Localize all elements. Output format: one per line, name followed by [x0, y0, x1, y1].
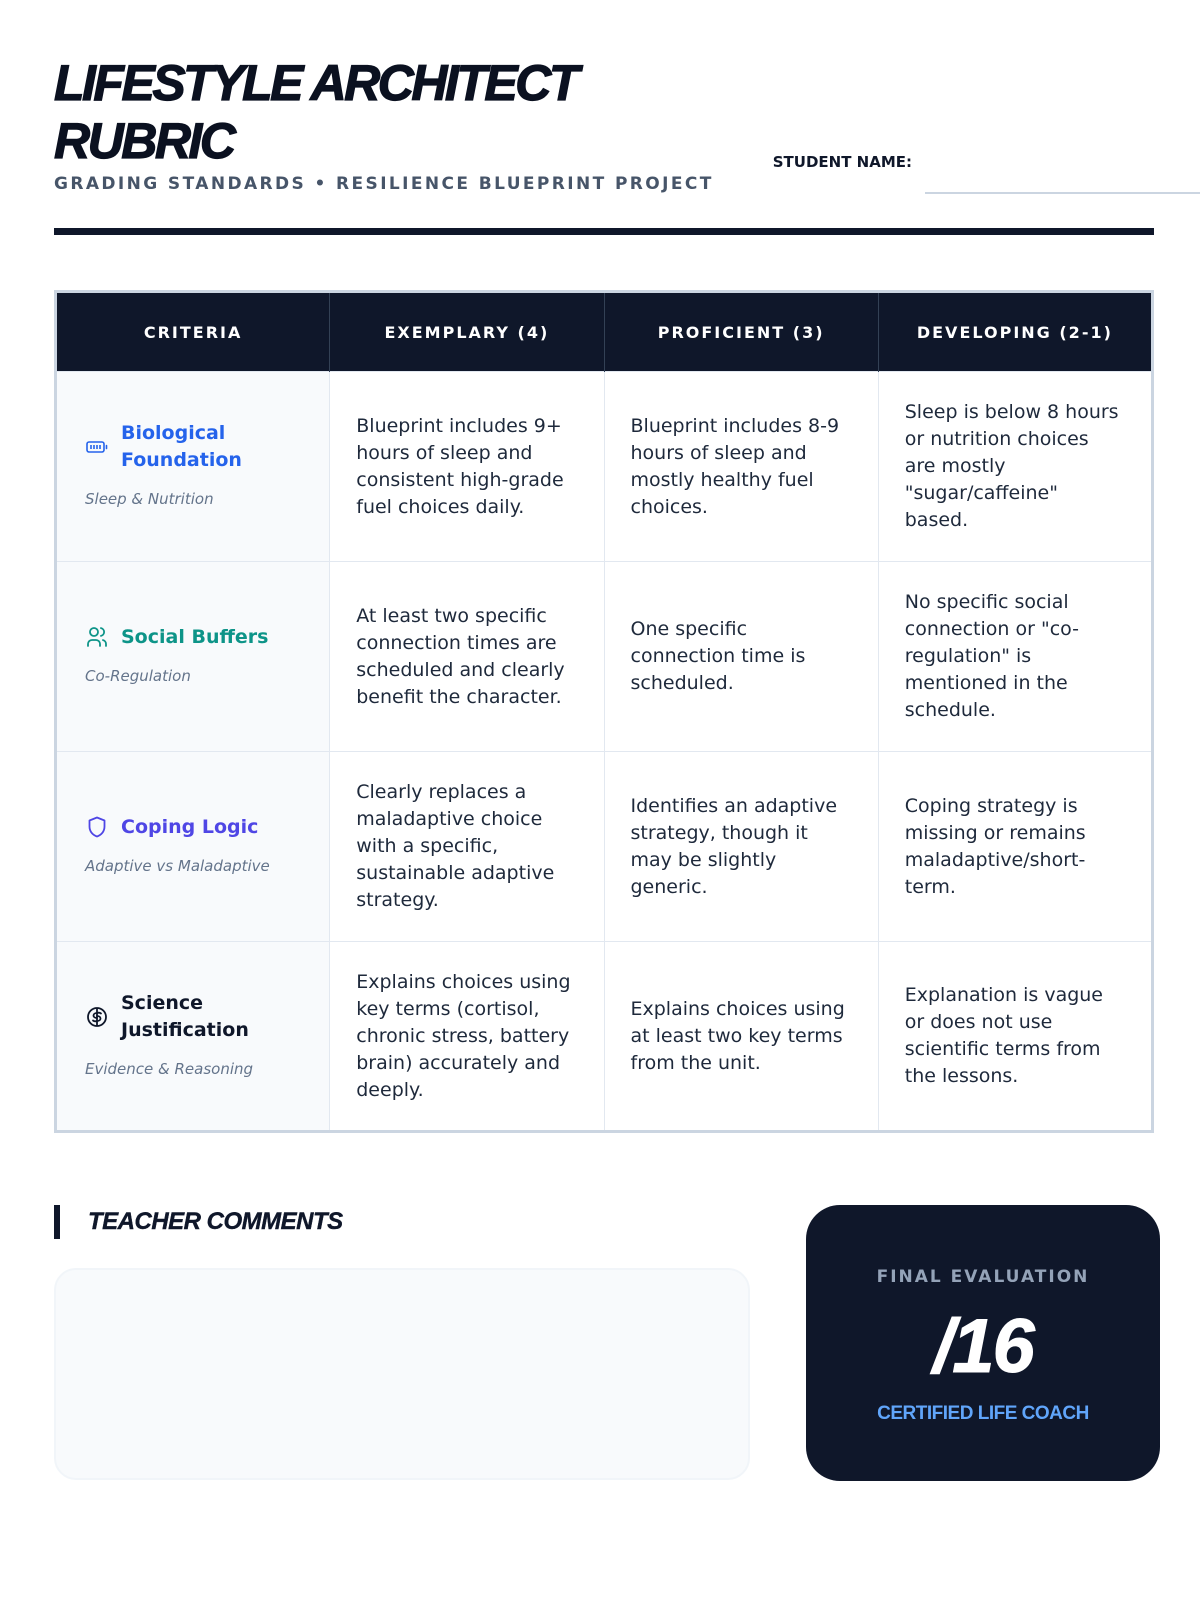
- rubric-header-row: [56, 292, 1153, 372]
- proficient-cell: One specific connection time is scheduled.: [604, 562, 878, 752]
- shield-icon: [85, 815, 109, 839]
- table-row: [56, 372, 1153, 562]
- criteria-name: Biological Foundation: [121, 422, 242, 471]
- header-developing: DEVELOPING (2-1): [878, 292, 1152, 372]
- developing-cell: No specific social connection or "co-regulation" is mentioned in the schedule.: [878, 562, 1152, 752]
- table-row: [56, 942, 1153, 1132]
- criteria-cell: [56, 752, 330, 942]
- teacher-comments-title: TEACHER COMMENTS: [54, 1205, 343, 1239]
- final-evaluation-label: FINAL EVALUATION: [876, 1267, 1090, 1287]
- developing-cell: Coping strategy is missing or remains maladaptive/short-term.: [878, 752, 1152, 942]
- proficient-cell: Identifies an adaptive strategy, though it may be slightly generic.: [604, 752, 878, 942]
- criteria-name: Social Buffers: [121, 625, 269, 648]
- header-criteria: CRITERIA: [56, 292, 330, 372]
- developing-cell: Sleep is below 8 hours or nutrition choices are mostly "sugar/caffeine" based.: [878, 372, 1152, 562]
- student-name-label: STUDENT NAME:: [772, 153, 912, 171]
- proficient-cell: Blueprint includes 8-9 hours of sleep and mostly healthy fuel choices.: [604, 372, 878, 562]
- header-exemplary: EXEMPLARY (4): [330, 292, 604, 372]
- battery-icon: [85, 435, 109, 459]
- criteria-subtitle: Evidence & Reasoning: [85, 1059, 254, 1078]
- criteria-name: Coping Logic: [121, 815, 259, 838]
- page-header: [54, 54, 1154, 236]
- criteria-cell: [56, 562, 330, 752]
- table-row: [56, 562, 1153, 752]
- final-evaluation-card: [806, 1205, 1160, 1481]
- criteria-subtitle: Sleep & Nutrition: [85, 490, 214, 508]
- student-name-line[interactable]: [925, 192, 1200, 194]
- brain-icon: [85, 1005, 109, 1029]
- criteria-subtitle: Adaptive vs Maladaptive: [85, 856, 270, 875]
- final-evaluation-score: /16: [933, 1304, 1033, 1389]
- criteria-subtitle: Co-Regulation: [85, 666, 191, 685]
- page-subtitle: GRADING STANDARDS • RESILIENCE BLUEPRINT PROJECT: [54, 174, 714, 194]
- criteria-cell: [56, 942, 330, 1132]
- certified-life-coach-label: CERTIFIED LIFE COACH: [877, 1403, 1089, 1424]
- teacher-comments-box[interactable]: [54, 1268, 750, 1480]
- page-title: LIFESTYLE ARCHITECT RUBRIC: [54, 55, 577, 169]
- exemplary-cell: Explains choices using key terms (cortisol, chronic stress, battery brain) accurately and deeply.: [330, 942, 604, 1132]
- header-proficient: PROFICIENT (3): [604, 292, 878, 372]
- rubric-table: [54, 290, 1154, 1133]
- criteria-cell: [56, 372, 330, 562]
- student-name-field: [772, 150, 1152, 196]
- exemplary-cell: Clearly replaces a maladaptive choice with a specific, sustainable adaptive strategy.: [330, 752, 604, 942]
- table-row: [56, 752, 1153, 942]
- developing-cell: Explanation is vague or does not use scientific terms from the lessons.: [878, 942, 1152, 1132]
- users-icon: [85, 625, 109, 649]
- proficient-cell: Explains choices using at least two key terms from the unit.: [604, 942, 878, 1132]
- header-divider: [54, 228, 1154, 235]
- criteria-name: Science Justification: [121, 991, 249, 1041]
- exemplary-cell: Blueprint includes 9+ hours of sleep and consistent high-grade fuel choices daily.: [330, 372, 604, 562]
- exemplary-cell: At least two specific connection times are scheduled and clearly benefit the character.: [330, 562, 604, 752]
